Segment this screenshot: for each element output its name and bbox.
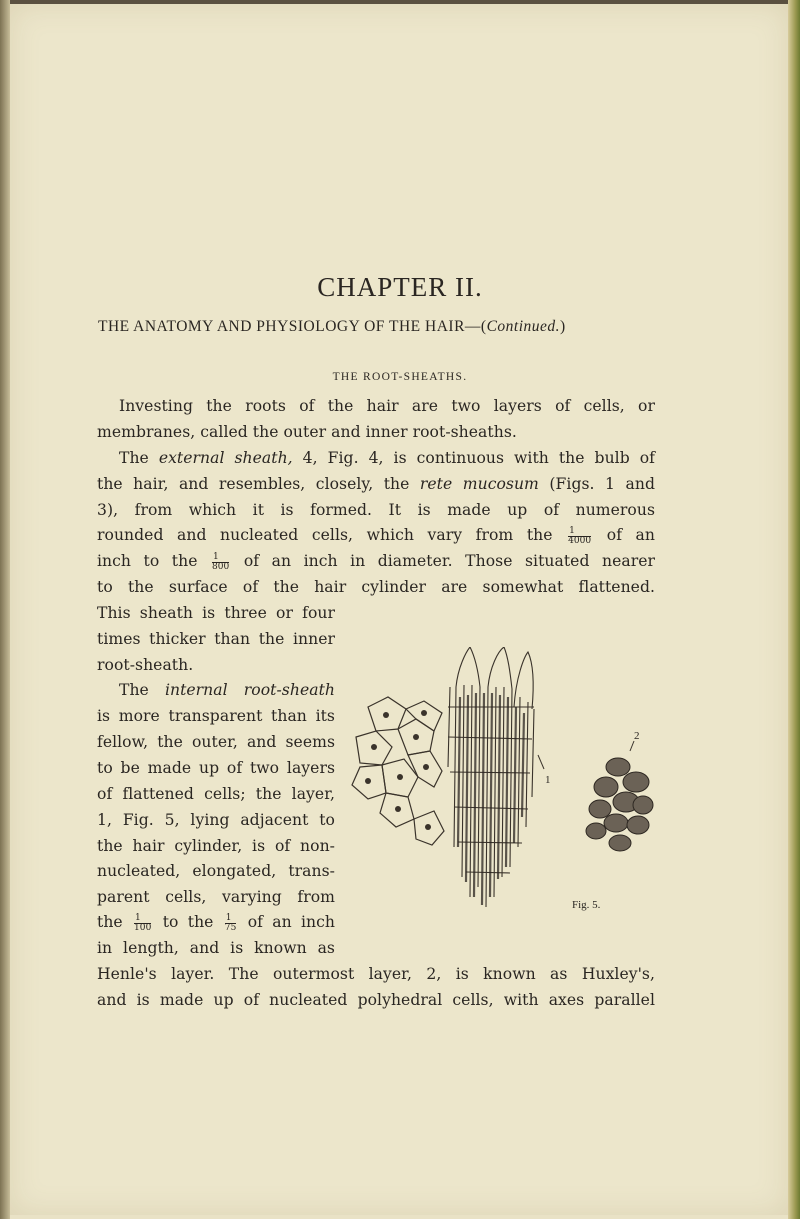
text-line: Henle's layer. The outermost layer, 2, is known as Huxley's,	[97, 965, 655, 983]
fraction-numerator: 1	[212, 553, 229, 563]
chapter-title: CHAPTER II.	[317, 272, 483, 302]
section-title: THE ROOT-SHEATHS.	[332, 371, 468, 383]
text-line: Investing the roots of the hair are two layers of cells, or	[119, 397, 655, 415]
italic-term: rete mucosum	[419, 475, 539, 493]
page-right-edge	[788, 0, 800, 1219]
running-head	[98, 318, 566, 336]
text-line	[97, 552, 655, 572]
text-span: 4, Fig. 4, is continuous with the bulb of	[292, 449, 655, 467]
text-line: membranes, called the outer and inner root-sheaths.	[97, 423, 517, 441]
root-sheath-engraving	[338, 647, 658, 917]
text-span: The	[119, 681, 165, 699]
text-line: 1, Fig. 5, lying adjacent to	[97, 811, 335, 829]
text-line: parent cells, varying from	[97, 888, 335, 906]
running-head-continued: Continued.	[486, 318, 561, 335]
fraction	[225, 914, 237, 933]
italic-term: internal root-sheath	[164, 681, 335, 699]
text-line: fellow, the outer, and seems	[97, 733, 335, 751]
text-line: of flattened cells; the layer,	[97, 785, 335, 803]
fraction	[134, 914, 151, 933]
text-span: to the	[162, 913, 214, 931]
text-line: times thicker than the inner	[97, 630, 335, 648]
text-line	[97, 913, 335, 933]
text-line: is more transparent than its	[97, 707, 335, 725]
fraction	[212, 553, 229, 572]
fraction-denominator: 75	[224, 922, 237, 933]
text-span: of an inch in diameter. Those situated nearer	[243, 552, 655, 570]
fraction-denominator: 100	[134, 922, 152, 933]
fraction-numerator: 1	[225, 914, 237, 924]
fraction-numerator: 1	[568, 527, 591, 537]
text-span: the	[97, 913, 123, 931]
text-line	[97, 526, 655, 546]
text-line	[97, 681, 335, 699]
running-head-close: )	[560, 318, 566, 335]
fraction-numerator: 1	[134, 914, 151, 924]
running-head-main: THE ANATOMY AND PHYSIOLOGY OF THE HAIR—(	[98, 318, 487, 335]
figure-label-2: 2	[634, 730, 640, 742]
text-line: to be made up of two layers	[97, 759, 335, 777]
text-span: of an	[606, 526, 655, 544]
book-binding-edge	[0, 0, 10, 1219]
figure-label-1: 1	[545, 774, 551, 786]
italic-term: external sheath,	[158, 449, 293, 467]
fraction	[568, 527, 591, 546]
text-line	[97, 475, 655, 493]
text-line: 3), from which it is formed. It is made up of numerous	[97, 501, 655, 519]
text-line: the hair cylinder, is of non-	[97, 837, 335, 855]
text-line: in length, and is known as	[97, 939, 335, 957]
text-line: to the surface of the hair cylinder are somewhat flattened.	[97, 578, 655, 596]
text-span: (Figs. 1 and	[538, 475, 655, 493]
fraction-denominator: 4000	[568, 535, 592, 546]
text-span: the hair, and resembles, closely, the	[97, 475, 420, 493]
fraction-denominator: 800	[212, 561, 230, 572]
text-span: The	[119, 449, 159, 467]
figure-5-illustration	[338, 647, 658, 917]
text-line: root-sheath.	[97, 656, 194, 674]
text-line	[97, 449, 655, 467]
text-span: of an inch	[247, 913, 336, 931]
text-line: and is made up of nucleated polyhedral cells, with axes parallel	[97, 991, 655, 1009]
figure-caption: Fig. 5.	[572, 899, 601, 911]
text-line: This sheath is three or four	[97, 604, 335, 622]
text-line: nucleated, elongated, trans-	[97, 862, 335, 880]
text-span: rounded and nucleated cells, which vary from the	[97, 526, 553, 544]
text-span: inch to the	[97, 552, 198, 570]
